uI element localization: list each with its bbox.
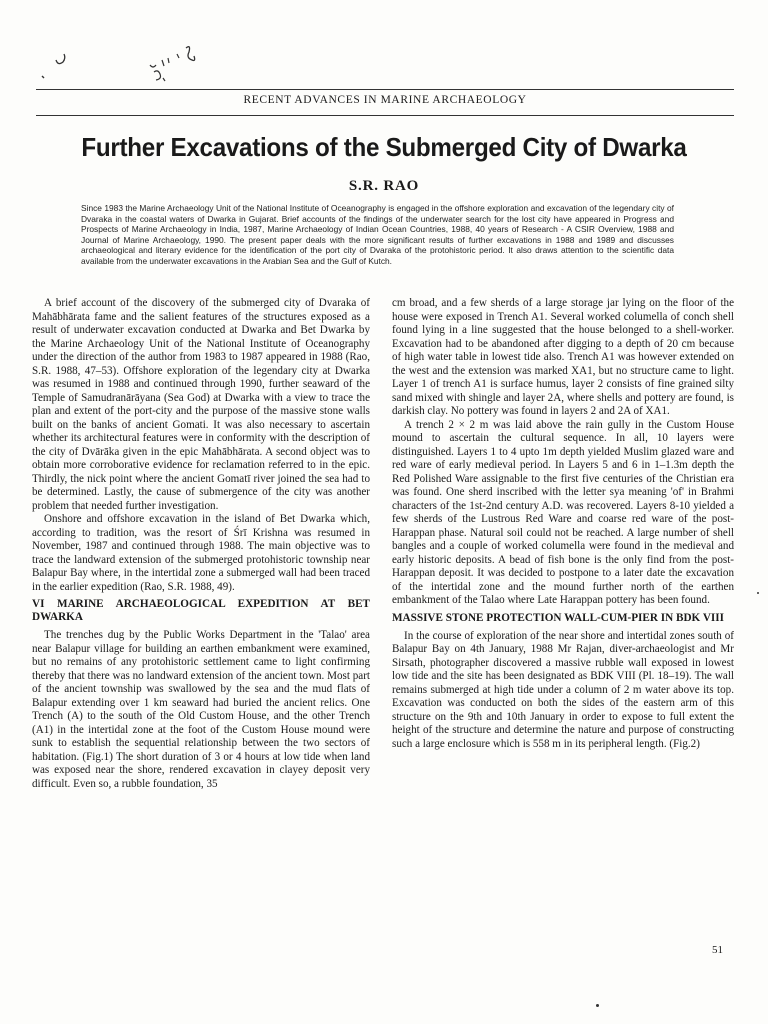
- page-number: 51: [712, 944, 723, 956]
- article-title: Further Excavations of the Submerged City of Dwarka: [81, 132, 687, 162]
- running-head: RECENT ADVANCES IN MARINE ARCHAEOLOGY: [243, 94, 527, 106]
- header-rule-top: [36, 89, 734, 90]
- paragraph: A brief account of the discovery of the submerged city of Dvaraka of Mahābhārata fame and the salient features of the structures exposed as a result of underwater excavation conducted at Dwarka and Bet Dwarka by the Marine Archaeology Unit of the National Institute of Oceanography under the direction of the author from 1983 to 1987 appeared in 1988 (Rao, S.R. 1988, 47–53). Offshore exploration of the legendary city at Dwarka was resumed in 1988 and continued through 1990, further seaward of the Temple of Samudranārāyana (Sea God) at Dwarka with a view to trace the plan and extent of the port-city and the purpose of the massive stone walls built on the banks of ancient Gomati. It was also necessary to ascertain whether its architectural features were in conformity with the description of the city of Dvārāka given in the epic Mahābhārata. A second object was to obtain more corroborative evidence for reclamation referred to in the epic. Thirdly, the nick point where the ancient Gomatī river joined the sea had to be determined. Lastly, the cause of submergence of the city was another problem that needed further investigation.: [32, 297, 370, 512]
- header-rule-bottom: [36, 115, 734, 116]
- article-author: S.R. RAO: [348, 178, 420, 194]
- paragraph: cm broad, and a few sherds of a large storage jar lying on the floor of the house were exposed in Trench A1. Several worked columella of conch shell found lying in a line suggested that the house belonged to a shell-worker. Excavation had to be abandoned after digging to a depth of 20 cm because of high water table in lowest tide also. Trench A1 was however extended on the west and the extension was marked XA1, but no structure came to light. Layer 1 of trench A1 is surface humus, layer 2 consists of fine grained silty sand mixed with shingle and layer 2A, where shells and pottery are found, is darkish clay. No pottery was found in layers 2 and 2A of XA1.: [392, 297, 734, 417]
- section-heading: VI MARINE ARCHAEOLOGICAL EXPEDITION AT BET DWARKA: [32, 598, 370, 623]
- left-column: [32, 297, 370, 791]
- abstract: Since 1983 the Marine Archaeology Unit of the National Institute of Oceanography is engaged in the offshore exploration and excavation of the legendary city of Dvaraka in the coastal waters of Dwarka in Gujarat. Brief accounts of the findings of the underwater search for the lost city have appeared in Progress and Prospects of Marine Archaeology in India, 1987, Marine Archaeology of Indian Ocean Countries, 1988, 40 years of Research - A CSIR Overview, 1988 and Journal of Marine Archaeology, 1990. The present paper deals with the more significant results of further excavations in 1988 and 1989 and discusses archaeological and literary evidence for the identification of the port city of Dvaraka of the protohistoric period. It also draws attention to the scientific data available from the underwater excavations in the Arabian Sea and the Gulf of Kutch.: [81, 203, 674, 266]
- handwritten-scribble-mark: [20, 20, 220, 105]
- speck-mark: [757, 592, 759, 594]
- paragraph: Onshore and offshore excavation in the island of Bet Dwarka which, according to tradition, was the resort of Śrī Krishna was resumed in November, 1987 and continued through 1988. The main objective was to trace the landward extension of the submerged protohistoric township near Balapur Bay where, in the intertidal zone a submerged wall had been traced in the earlier expedition (Rao, S.R. 1988, 49).: [32, 513, 370, 593]
- speck-mark: [596, 1004, 599, 1007]
- paragraph: The trenches dug by the Public Works Department in the 'Talao' area near Balapur village for building an earthen embankment were examined, but no remains of any protohistoric settlement came to light confirming thereby that there was no landward extension of the ancient town. Most part of the ancient township was swallowed by the sea and the mud flats of Balapur extending over 1 km seaward had buried the ancient relics. One Trench (A) to the south of the Old Custom House, and the other Trench (A1) in the intertidal zone at the foot of the Custom House mound were sunk to establish the sequential relationship between the two sectors of habitation. (Fig.1) The short duration of 3 or 4 hours at low tide when land was exposed near the shore, rendered excavation in clayey deposit very difficult. Even so, a rubble foundation, 35: [32, 629, 370, 790]
- paragraph: A trench 2 × 2 m was laid above the rain gully in the Custom House mound to ascertain the cultural sequence. In all, 10 layers were distinguished. Layers 1 to 4 upto 1m depth yielded Muslim glazed ware and red ware of early medieval period. In Layers 5 and 6 in 1–1.3m depth the Red Polished Ware assignable to the first five centuries of the Christian era was found. One sherd inscribed with the letter sya meaning 'of' in Brahmi characters of the 1st-2nd century A.D. was recovered. Layers 8-10 yielded a few sherds of the Lustrous Red Ware and coarse red ware of the post-Harappan phase. Natural soil could not be reached. A large number of shell bangles and a couple of worked columella were found in the medieval and early historic deposits. A bead of fish bone is the only find from the post-Harappan deposit. It was decided to postpone to a later date the excavation of the intertidal zone and the mound further north of the earthen embankment of the Talao where Late Harappan pottery has been found.: [392, 418, 734, 606]
- right-column: [392, 297, 734, 751]
- paragraph: In the course of exploration of the near shore and intertidal zones south of Balapur Bay on 4th January, 1988 Mr Rajan, diver-archaeologist and Mr Sirsath, photographer discovered a massive rubble wall exposed in lowest low tide and the site has been designated as BDK VIII (Pl. 18–19). The wall remains submerged at high tide under a column of 2 m water above its top. Excavation was conducted on both the sides of the eastern arm of this structure on the 9th and 10th January in order to expose to full extent the height of the structure and determine the nature and purpose of constructing such a large enclosure which is 558 m in its peripheral length. (Fig.2): [392, 629, 734, 750]
- section-heading: MASSIVE STONE PROTECTION WALL-CUM-PIER IN BDK VIII: [392, 611, 724, 624]
